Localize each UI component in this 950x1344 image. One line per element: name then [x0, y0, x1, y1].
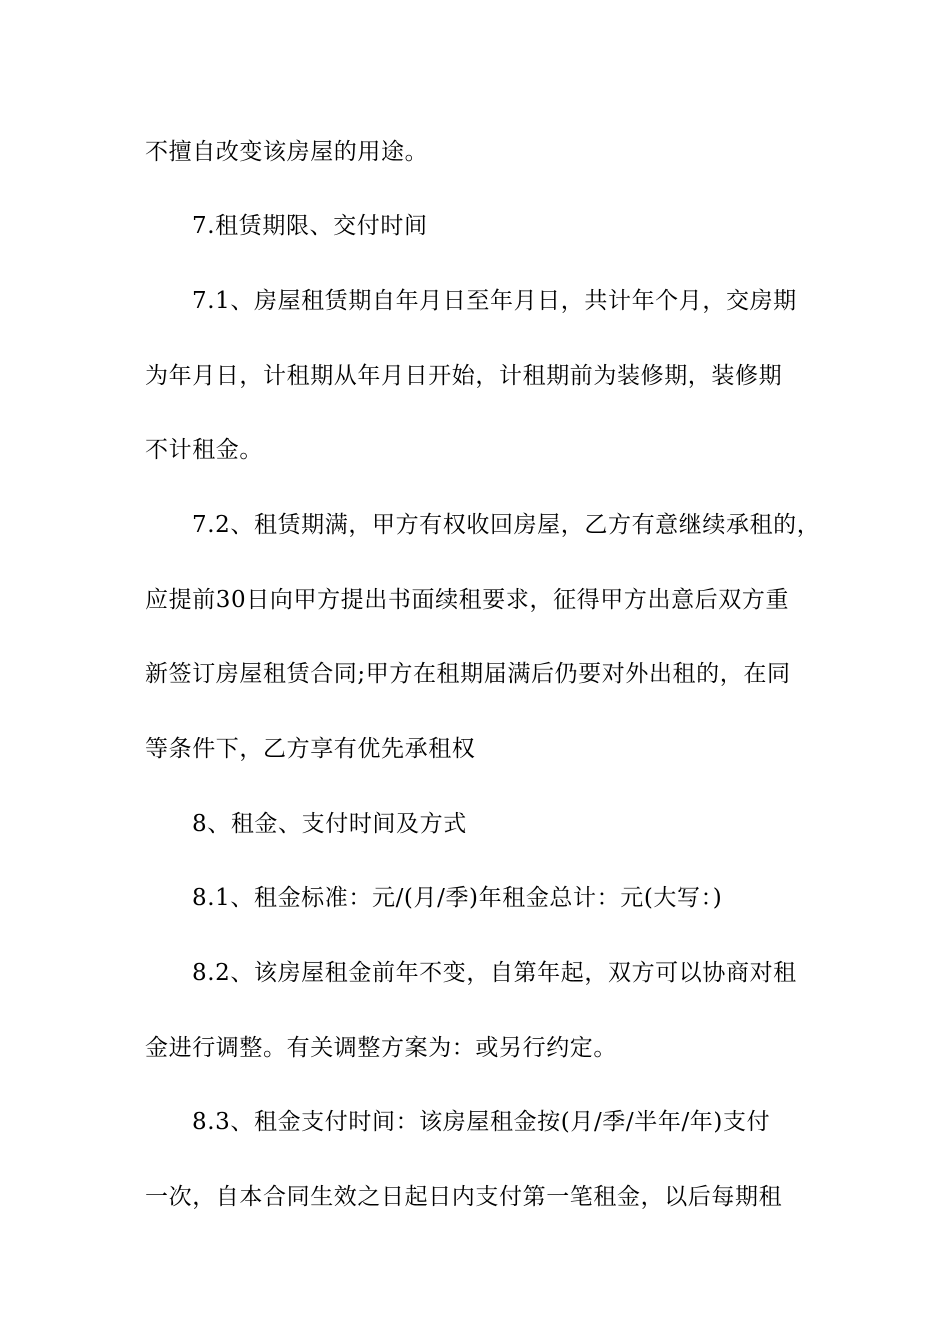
text-line: 8.3、租金支付时间：该房屋租金按(月/季/半年/年)支付	[192, 1109, 771, 1135]
section-heading: 8、租金、支付时间及方式	[192, 811, 467, 837]
text-line: 8.1、租金标准：元/(月/季)年租金总计：元(大写：)	[192, 885, 723, 911]
text-line: 金进行调整。有关调整方案为：或另行约定。	[145, 1035, 617, 1061]
text-line: 7.1、房屋租赁期自年月日至年月日，共计年个月，交房期	[192, 288, 797, 314]
text-line: 新签订房屋租赁合同;甲方在租期届满后仍要对外出租的，在同	[145, 661, 791, 687]
text-line: 应提前30日向甲方提出书面续租要求，征得甲方出意后双方重	[145, 587, 790, 613]
text-line: 7.2、租赁期满，甲方有权收回房屋，乙方有意继续承租的，	[192, 512, 821, 538]
text-line: 不计租金。	[145, 437, 263, 463]
text-line: 不擅自改变该房屋的用途。	[145, 139, 429, 165]
text-line: 等条件下，乙方享有优先承租权	[145, 736, 476, 762]
text-line: 8.2、该房屋租金前年不变，自第年起，双方可以协商对租	[192, 960, 797, 986]
section-heading: 7.租赁期限、交付时间	[192, 213, 428, 239]
text-line: 一次，自本合同生效之日起日内支付第一笔租金，以后每期租	[145, 1184, 783, 1210]
text-line: 为年月日，计租期从年月日开始，计租期前为装修期，装修期	[145, 363, 783, 389]
